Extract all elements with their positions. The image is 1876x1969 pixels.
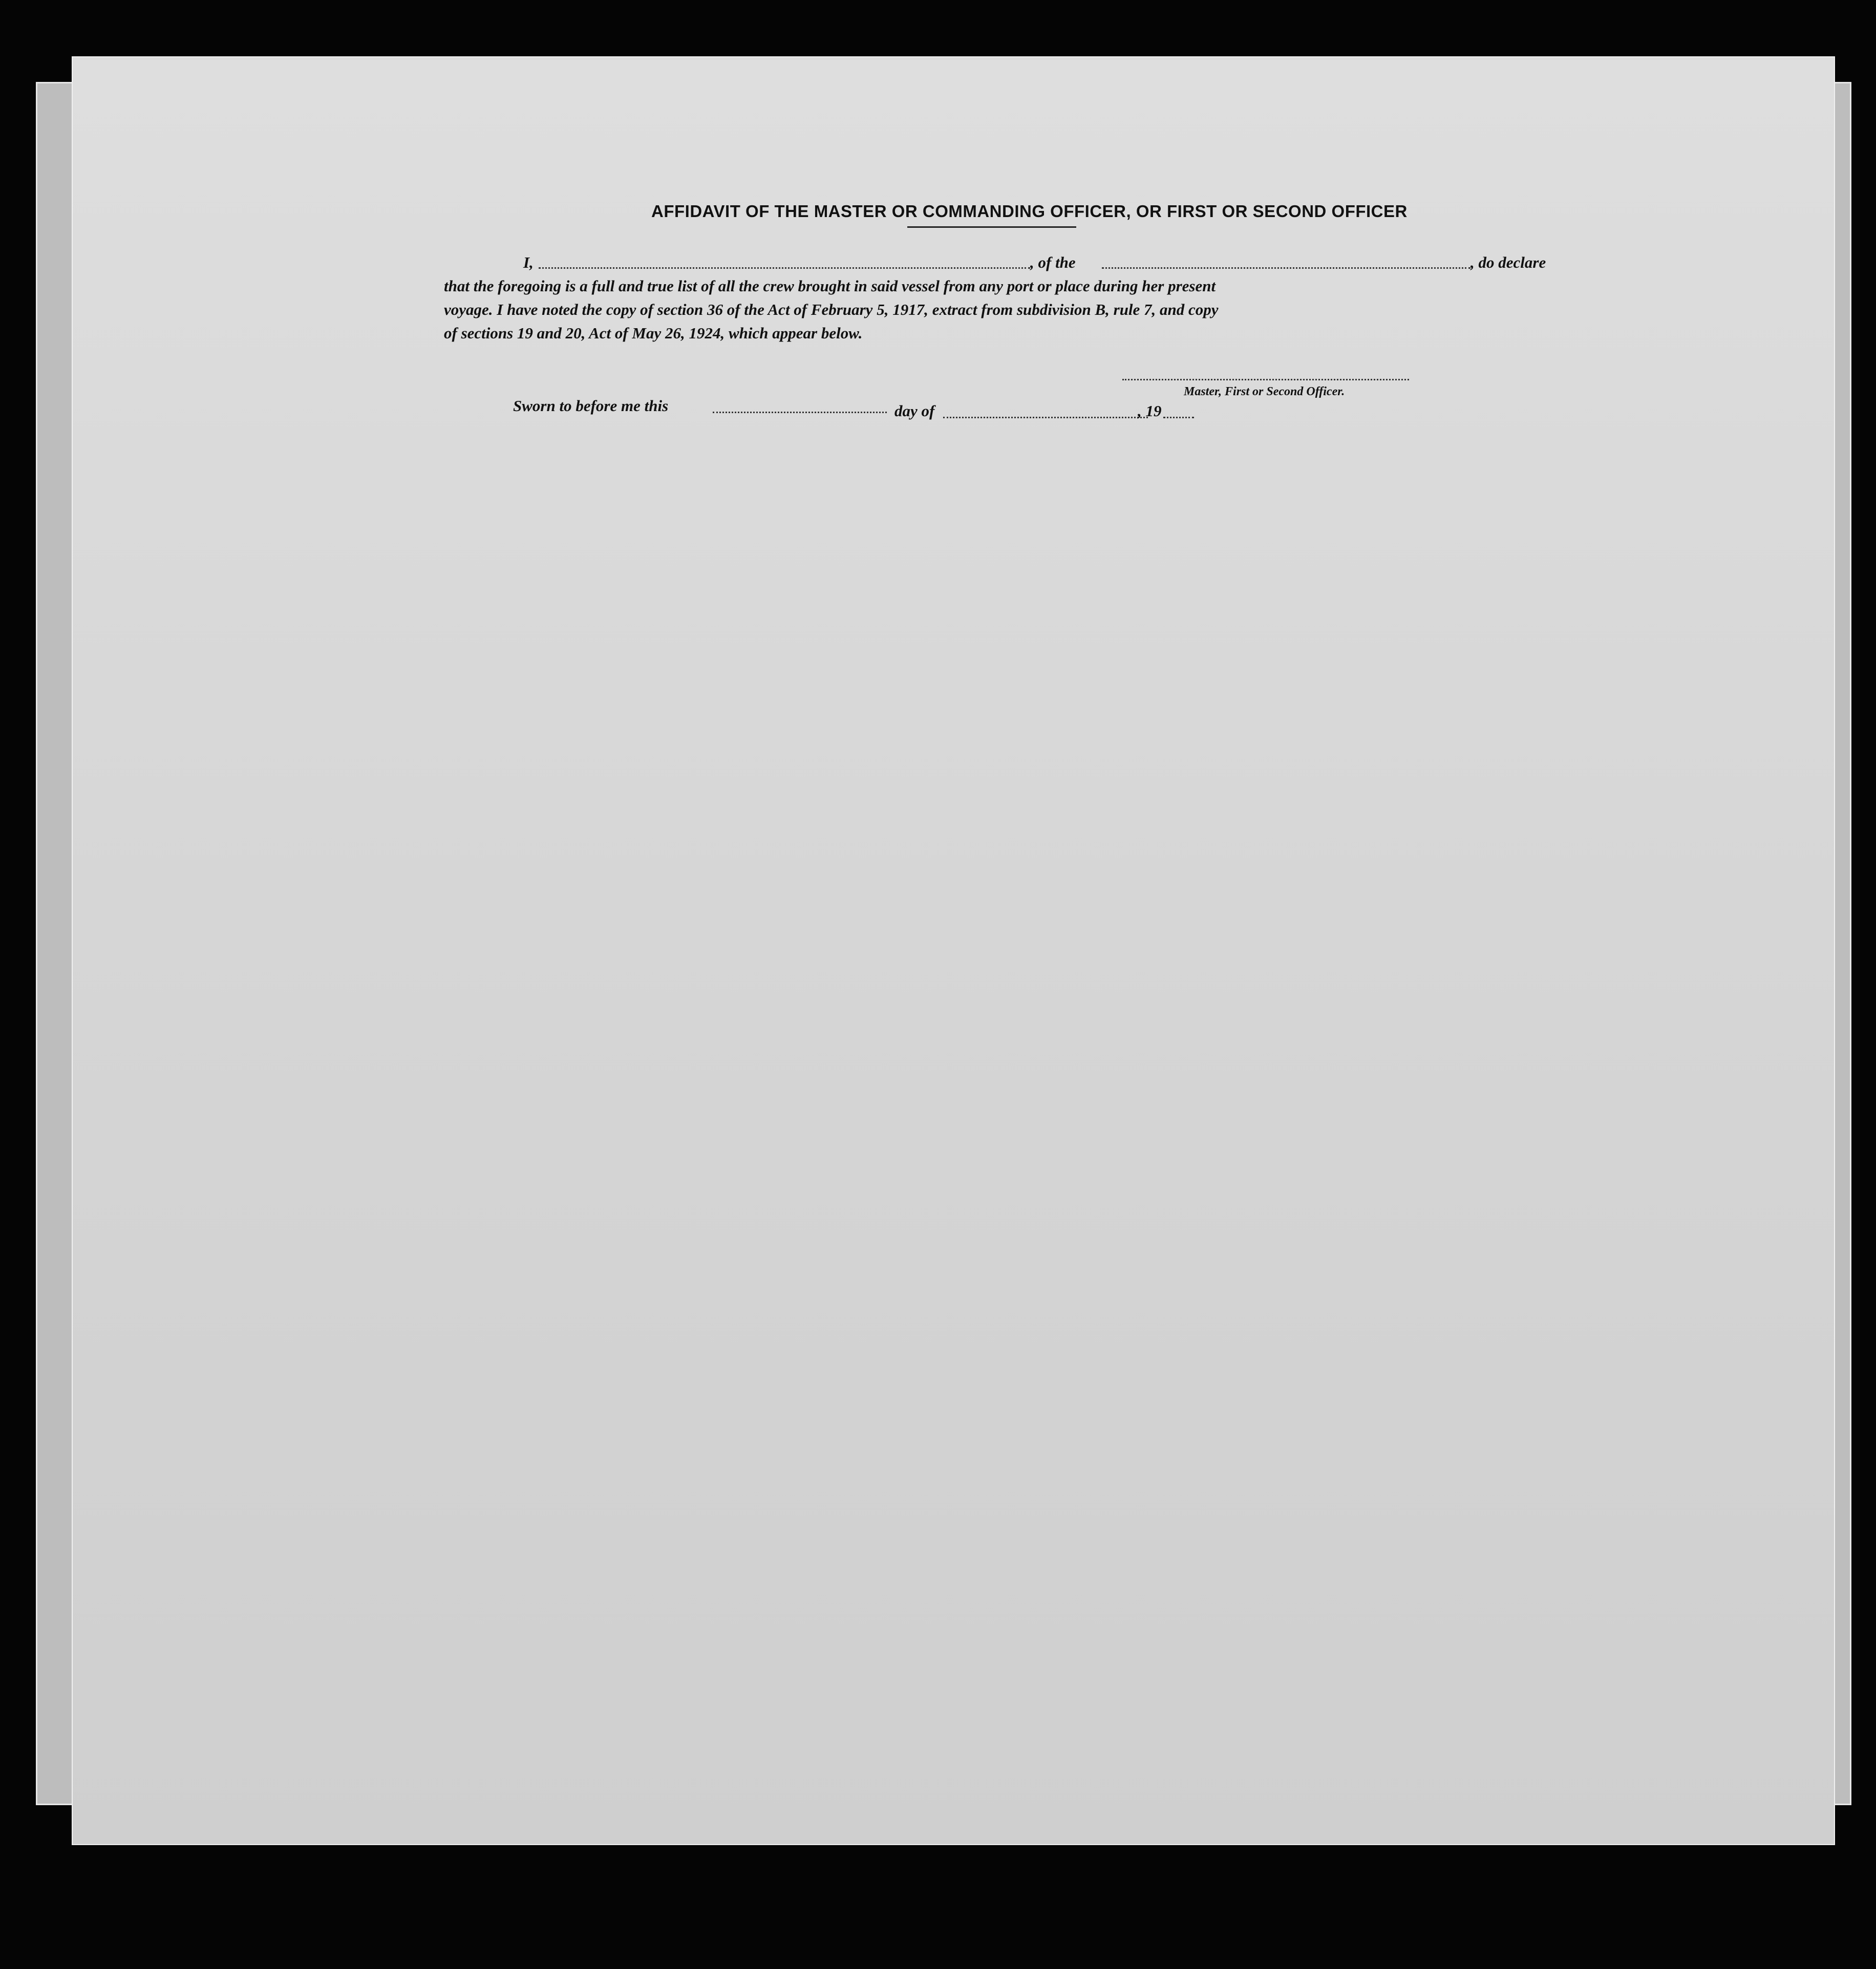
- affidavit-line-1: that the foregoing is a full and true list of all the crew brought in said vessel from any port or place during her present: [444, 277, 1216, 295]
- sworn-text: Sworn to before me this: [513, 397, 669, 415]
- affidavit-line-2: voyage. I have noted the copy of section 36 of the Act of February 5, 1917, extract from subdivision B, rule 7, and copy: [444, 301, 1219, 318]
- affidavit-title: AFFIDAVIT OF THE MASTER OR COMMANDING OFFICER, OR FIRST OR SECOND OFFICER: [651, 202, 1408, 221]
- sworn-month-line: [943, 417, 1148, 418]
- day-of-text: day of: [894, 402, 935, 420]
- affidavit-line-3: of sections 19 and 20, Act of May 26, 1924, which appear below.: [444, 324, 863, 342]
- manifest-page: [72, 56, 1835, 1845]
- affidavit-i: I,: [523, 253, 534, 271]
- sworn-day-line: [713, 412, 887, 413]
- year-text: , 19: [1138, 402, 1162, 420]
- master-signature-line: [1122, 379, 1409, 380]
- affidavit-of-the: , of the: [1030, 253, 1076, 271]
- vessel-name-line: [1102, 267, 1470, 269]
- master-caption: Master, First or Second Officer.: [1184, 385, 1345, 398]
- affidavit-do-declare: , do declare: [1470, 253, 1546, 271]
- title-underline: [907, 226, 1076, 228]
- officer-name-line: [539, 267, 1030, 269]
- sworn-year-line: [1163, 417, 1194, 418]
